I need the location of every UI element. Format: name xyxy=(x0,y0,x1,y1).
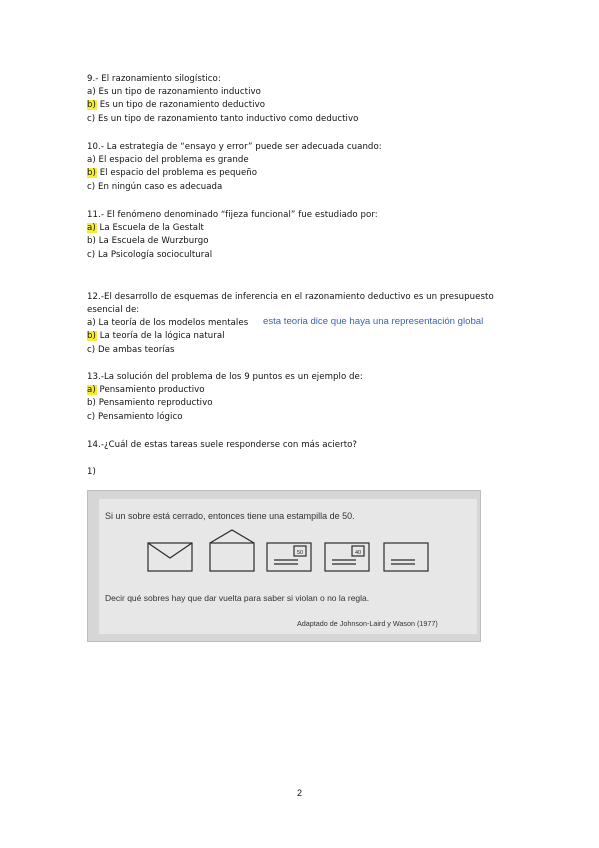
option-letter: b) xyxy=(87,236,96,246)
option-9a xyxy=(87,86,261,98)
option-10c xyxy=(87,181,222,193)
option-letter: b) xyxy=(87,398,96,408)
question-11: 11.- El fenómeno denominado “fijeza funcional” fue estudiado por: xyxy=(87,210,378,220)
option-10b xyxy=(87,167,257,179)
option-12b xyxy=(87,330,225,342)
stamp-50-label: 50 xyxy=(296,550,304,556)
question-13: 13.-La solución del problema de los 9 puntos es un ejemplo de: xyxy=(87,372,363,382)
option-12a xyxy=(87,317,248,329)
option-letter: c) xyxy=(87,250,96,260)
figure-instruction: Decir qué sobres hay que dar vuelta para saber si violan o no la regla. xyxy=(105,593,370,603)
option-text: La teoría de la lógica natural xyxy=(96,331,225,341)
option-13b xyxy=(87,397,213,409)
option-letter: c) xyxy=(87,345,96,355)
option-letter-highlighted: a) xyxy=(87,223,96,233)
option-10a xyxy=(87,154,249,166)
option-letter: a) xyxy=(87,87,96,97)
option-letter-highlighted: b) xyxy=(87,331,96,341)
option-text: La Escuela de la Gestalt xyxy=(96,223,204,233)
stamp-40-label: 40 xyxy=(354,550,362,556)
figure-panel xyxy=(99,499,477,634)
option-12c xyxy=(87,344,175,356)
option-11c xyxy=(87,249,212,261)
question-10: 10.- La estrategia de “ensayo y error” puede ser adecuada cuando: xyxy=(87,142,382,152)
stamped-envelope-50-icon xyxy=(267,543,311,571)
option-text: Es un tipo de razonamiento deductivo xyxy=(96,100,266,110)
option-letter: c) xyxy=(87,114,96,124)
closed-envelope-icon xyxy=(148,543,192,571)
option-13c xyxy=(87,411,183,423)
option-text: Pensamiento reproductivo xyxy=(95,398,213,408)
option-letter-highlighted: b) xyxy=(87,168,96,178)
option-text: La Escuela de Wurzburgo xyxy=(95,236,209,246)
option-text: De ambas teorías xyxy=(95,345,175,355)
option-text: El espacio del problema es pequeño xyxy=(96,168,258,178)
stamped-envelope-40-icon xyxy=(325,543,369,571)
question-12-cont: esencial de: xyxy=(87,305,140,315)
question-12: 12.-El desarrollo de esquemas de inferencia en el razonamiento deductivo es un presupuesto xyxy=(87,292,494,302)
option-text: Es un tipo de razonamiento tanto inductivo como deductivo xyxy=(95,114,359,124)
option-letter: c) xyxy=(87,412,96,422)
option-text: La teoría de los modelos mentales xyxy=(95,318,249,328)
handwritten-annotation: esta teoria dice que haya una representación global xyxy=(263,316,484,327)
option-letter-highlighted: b) xyxy=(87,100,96,110)
option-text: El espacio del problema es grande xyxy=(95,155,249,165)
unstamped-envelope-icon xyxy=(384,543,428,571)
option-text: Pensamiento productivo xyxy=(96,385,205,395)
option-text: En ningún caso es adecuada xyxy=(95,182,223,192)
option-13a xyxy=(87,384,205,396)
option-letter: c) xyxy=(87,182,96,192)
question-14: 14.-¿Cuál de estas tareas suele responderse con más acierto? xyxy=(87,440,358,450)
option-letter: a) xyxy=(87,155,96,165)
option-text: Pensamiento lógico xyxy=(95,412,183,422)
option-text: Es un tipo de razonamiento inductivo xyxy=(95,87,261,97)
option-9c xyxy=(87,113,358,125)
option-letter: a) xyxy=(87,318,96,328)
option-letter-highlighted: a) xyxy=(87,385,96,395)
question-9: 9.- El razonamiento silogístico: xyxy=(87,74,221,84)
option-9b xyxy=(87,99,265,111)
page-number: 2 xyxy=(296,788,302,798)
option-11b xyxy=(87,235,209,247)
open-envelope-icon xyxy=(210,530,254,571)
figure-credit: Adaptado de Johnson-Laird y Wason (1977) xyxy=(297,619,438,628)
option-text: La Psicología sociocultural xyxy=(95,250,213,260)
figure-rule: Si un sobre está cerrado, entonces tiene una estampilla de 50. xyxy=(105,511,355,521)
option-11a xyxy=(87,222,204,234)
wason-task-figure xyxy=(87,490,481,642)
envelopes-illustration xyxy=(99,527,477,587)
sub-item-1: 1) xyxy=(87,467,96,477)
